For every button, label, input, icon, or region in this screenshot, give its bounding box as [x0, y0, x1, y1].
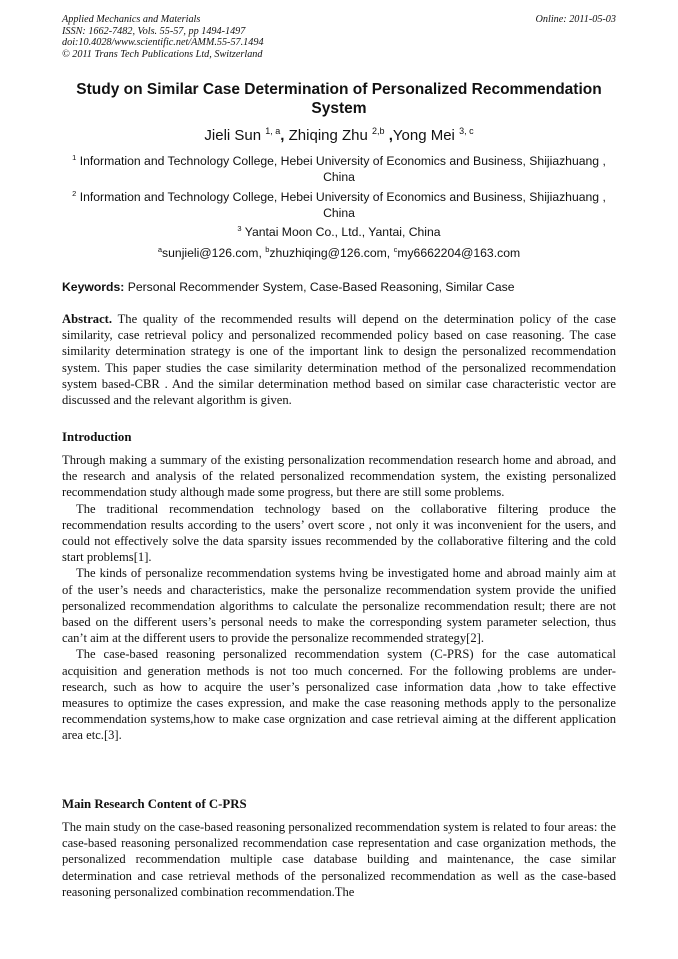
- author-name: Yong Mei: [392, 127, 455, 144]
- doi-line: doi:10.4028/www.scientific.net/AMM.55-57.1494: [62, 37, 264, 49]
- email-address: sunjieli@126.com: [162, 246, 259, 260]
- affil-marker: 1: [72, 153, 77, 162]
- paragraph: Through making a summary of the existing personalization recommendation research home and abroad, and the research and analysis of the related personalized recommendation system, the existing personalized recommendation study although made some progress, but there are still some problems.: [62, 453, 616, 500]
- email-marker: b: [265, 245, 270, 254]
- keywords-text: Personal Recommender System, Case-Based Reasoning, Similar Case: [127, 280, 515, 294]
- author-affil-marker: 1, a: [265, 126, 281, 136]
- main-research-body: [62, 819, 616, 900]
- email-list: $^a$sunjieli@126.com, $^b$zhuzhiqing@126.com, $^c$my6662204@163.com: [157, 245, 521, 260]
- affil-country: China: [323, 206, 355, 220]
- paragraph: The case-based reasoning personalized recommendation system (C-PRS) for the case automatical acquisition and generation methods is not too much concerned. For the following problems are under-research, such as how to acquire the user’s personalized case information data ,how to take effective measures to optimize the cases expression, and make the case reasoning methods apply to the personalize recommendation systems,how to make case orgnization and case retrieval aiming at the different application area etc.[3].: [62, 647, 616, 743]
- online-date: Online: 2011-05-03: [535, 14, 616, 25]
- author-name: Zhiqing Zhu: [288, 127, 368, 144]
- email-marker: c: [393, 245, 398, 254]
- affil-text: Information and Technology College, Hebei University of Economics and Business, Shijiazhuang ,: [79, 154, 606, 168]
- affil-text: Information and Technology College, Hebei University of Economics and Business, Shijiazhuang ,: [79, 190, 606, 204]
- paragraph: The kinds of personalize recommendation systems hving be investigated home and abroad mainly aim at of the user’s needs and characteristics, make the personalize recommendation system provide the unified personalized recommendation algorithms to calculate the personalize recommendation result; there are not based on the different users’s personal needs to make the corresponding system parameter selection, thus can’t aim at the different users to provide the personalize recommended strategy[2].: [62, 566, 616, 646]
- copyright-line: © 2011 Trans Tech Publications Ltd, Switzerland: [62, 48, 263, 60]
- affiliation-3: [62, 221, 616, 240]
- abstract-label: Abstract.: [62, 312, 113, 326]
- keywords-label: Keywords:: [62, 280, 125, 294]
- author-affil-marker: 2,b: [372, 126, 385, 136]
- paper-title: [62, 81, 616, 118]
- affiliation-2: [62, 186, 616, 221]
- paragraph: The traditional recommendation technology based on the collaborative filtering produce the recommendation results according to the users’ overt score , not only it was inconvenient for the users, and could not effectively solve the data sparsity issues recommended by the collaborative filtering and the cold start problems[1].: [62, 501, 616, 565]
- author-name: Jieli Sun: [204, 127, 262, 144]
- affil-marker: 3: [237, 224, 242, 233]
- email-address: my6662204@163.com: [397, 246, 521, 260]
- affiliation-1: [62, 150, 616, 185]
- email-marker: a: [157, 245, 163, 254]
- abstract: [62, 311, 616, 408]
- affil-marker: 2: [72, 189, 77, 198]
- email-address: zhuzhiqing@126.com: [269, 246, 387, 260]
- issn-line: ISSN: 1662-7482, Vols. 55-57, pp 1494-1497: [62, 25, 246, 37]
- journal-header: [62, 14, 616, 60]
- journal-name: Applied Mechanics and Materials: [62, 14, 201, 25]
- title-line-1: Study on Similar Case Determination of Personalized Recommendation: [76, 81, 602, 98]
- keywords: [62, 279, 616, 295]
- section-heading-main-research: Main Research Content of C-PRS: [62, 797, 247, 811]
- paragraph: The main study on the case-based reasoning personalized recommendation system is related to four areas: the case-based reasoning personalized recommendation case representation and case organization methods, the personalized recommendation multiple case database building and maintenance, the case similar determination and case retrieval methods of the personalized recommendation as well as the case-based reasoning personalized combination recommendation.The: [62, 820, 616, 899]
- introduction-body: [62, 452, 616, 744]
- section-heading-introduction: Introduction: [62, 430, 132, 444]
- author-affil-marker: 3, c: [459, 126, 474, 136]
- affil-country: China: [323, 170, 355, 184]
- title-line-2: System: [311, 99, 367, 117]
- author-list: Jieli Sun $^{1, a}$, Zhiqing Zhu $^{2,b}$ ,Yong Mei $^{3, c}$: [204, 126, 474, 144]
- abstract-text: The quality of the recommended results will depend on the determination policy of the case similarity, case retrieval policy and personalized recommended policy based on case reasoning. The case similarity determination strategy is one of the important link to design the personalized recommendation system. This paper studies the case similarity determination method of the personalized recommendation system based-CBR . And the similar determination method based on similar case characteristic vector are discussed and the relevant algorithm is given.: [62, 312, 616, 408]
- affil-text: Yantai Moon Co., Ltd., Yantai, China: [244, 225, 441, 239]
